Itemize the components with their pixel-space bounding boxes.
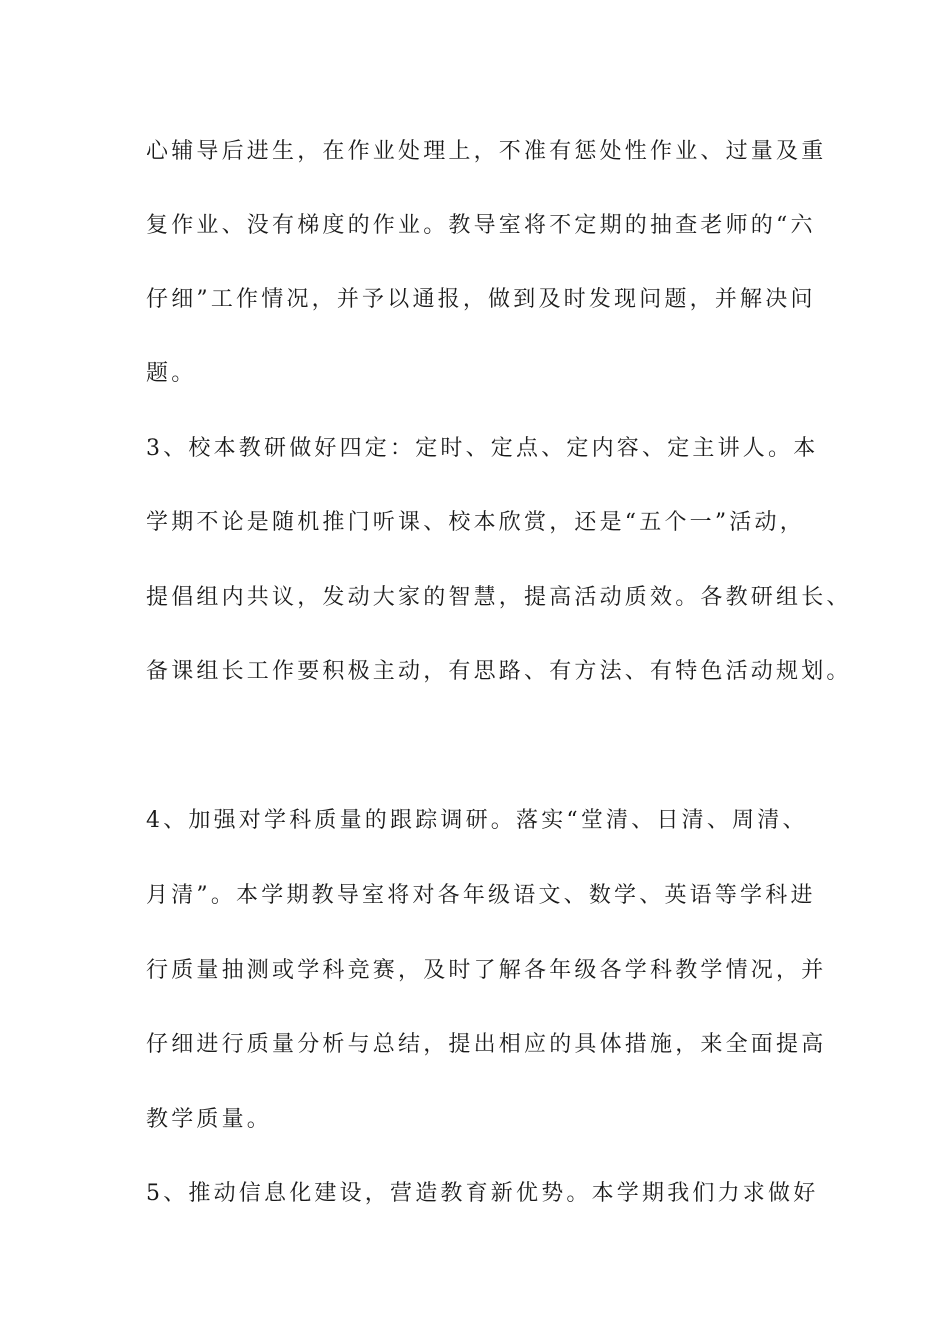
text-line: 提倡组内共议，发动大家的智慧，提高活动质效。各教研组长、 xyxy=(146,585,852,610)
text-line: 仔细进行质量分析与总结，提出相应的具体措施，来全面提高 xyxy=(146,1032,827,1057)
text-line: 3、校本教研做好四定：定时、定点、定内容、定主讲人。本 xyxy=(146,436,819,461)
text-line: 备课组长工作要积极主动，有思路、有方法、有特色活动规划。 xyxy=(146,659,852,684)
text-line: 月清”。本学期教导室将对各年级语文、数学、英语等学科进 xyxy=(146,883,816,908)
text-line: 学期不论是随机推门听课、校本欣赏，还是“五个一”活动， xyxy=(146,510,805,535)
text-line: 心辅导后进生，在作业处理上，不准有惩处性作业、过量及重 xyxy=(146,139,827,164)
text-line: 行质量抽测或学科竞赛，及时了解各年级各学科教学情况，并 xyxy=(146,958,827,983)
text-line: 教学质量。 xyxy=(146,1107,273,1132)
text-line: 仔细”工作情况，并予以通报，做到及时发现问题，并解决问 xyxy=(146,287,816,312)
text-line: 4、加强对学科质量的跟踪调研。落实“堂清、日清、周清、 xyxy=(146,808,808,833)
text-line: 复作业、没有梯度的作业。教导室将不定期的抽查老师的“六 xyxy=(146,213,816,238)
text-line: 5、推动信息化建设，营造教育新优势。本学期我们力求做好 xyxy=(146,1181,819,1206)
text-line: 题。 xyxy=(146,361,197,386)
